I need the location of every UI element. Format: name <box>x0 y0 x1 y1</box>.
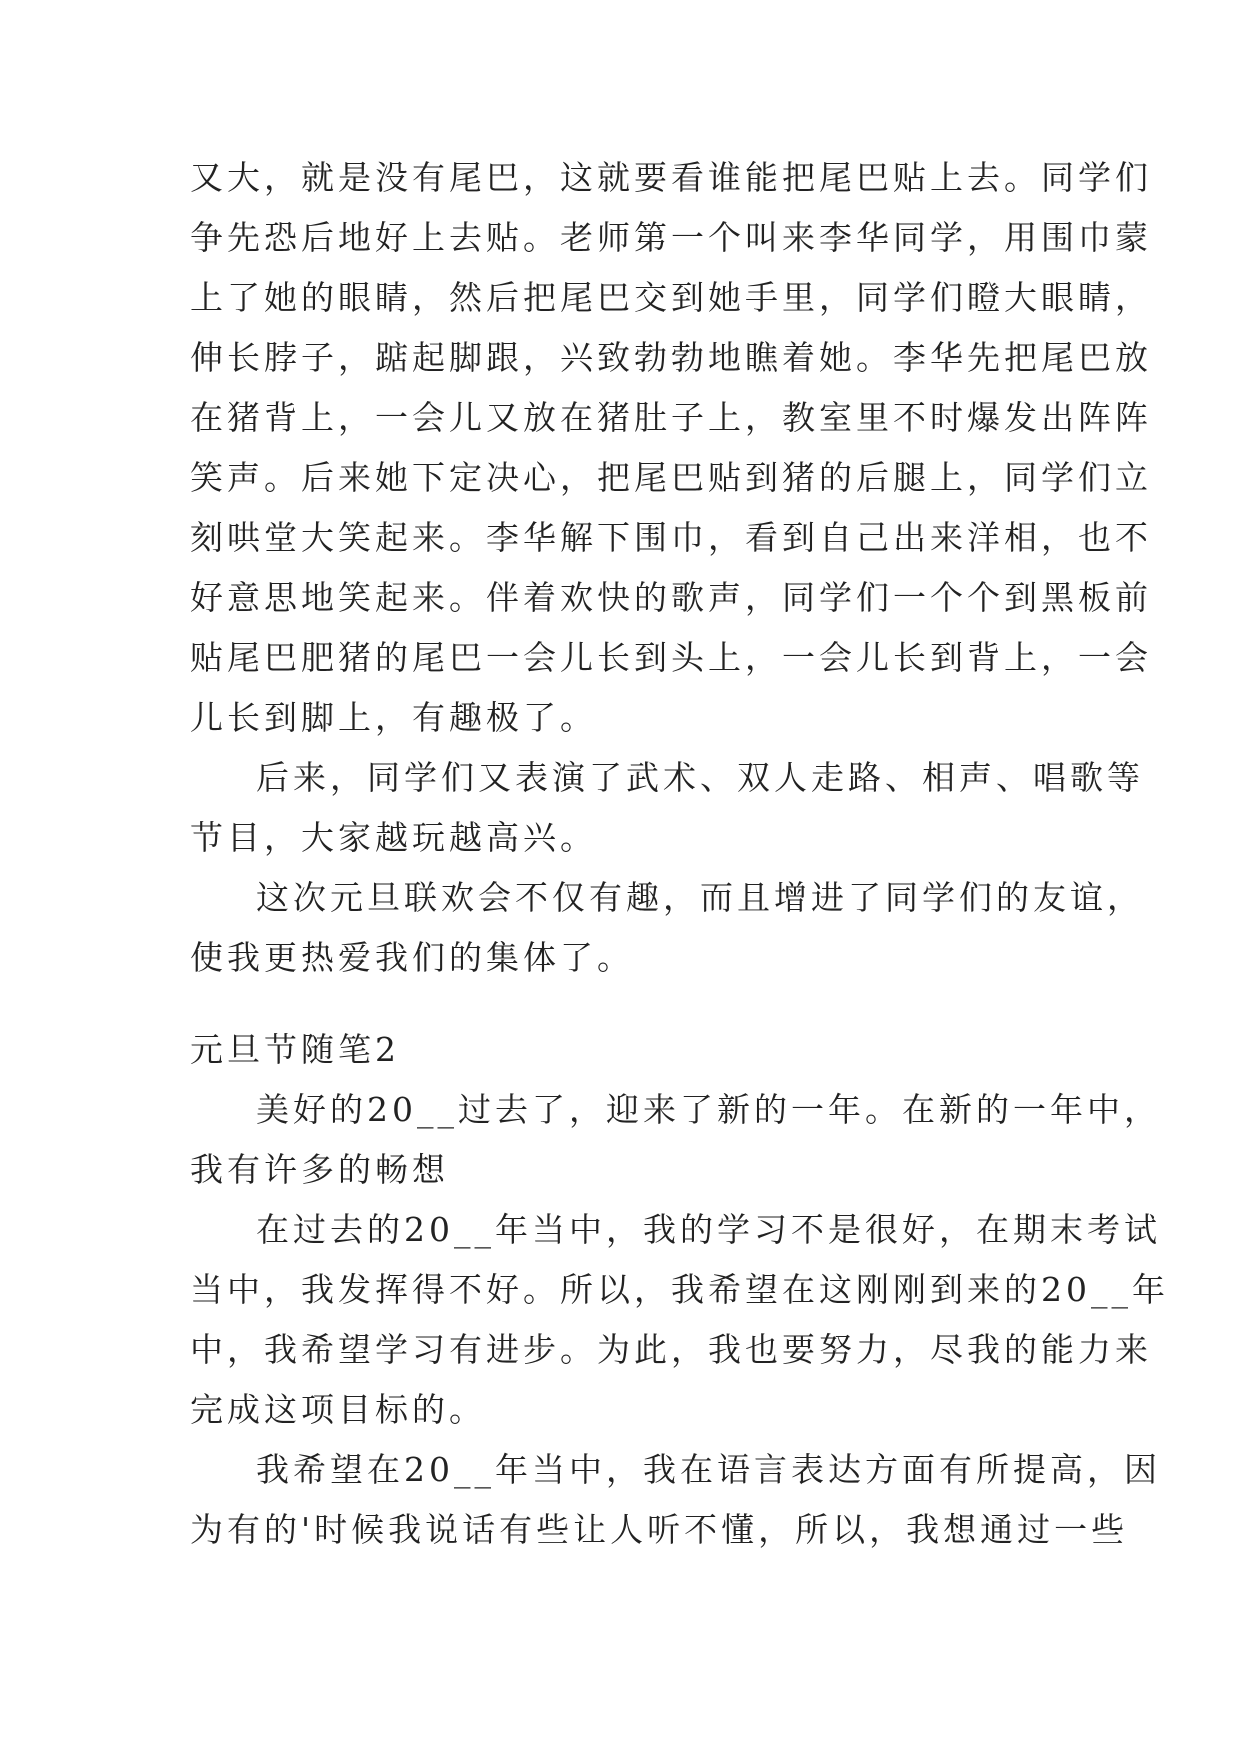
paragraph-start-line: 美好的20__过去了，迎来了新的一年。在新的一年中， <box>256 1090 1161 1129</box>
text-line: 争先恐后地好上去贴。老师第一个叫来李华同学，用围巾蒙 <box>190 218 1152 257</box>
text-line: 完成这项目标的。 <box>190 1390 486 1429</box>
paragraph-start-line: 我希望在20__年当中，我在语言表达方面有所提高，因 <box>256 1450 1161 1489</box>
text-line: 好意思地笑起来。伴着欢快的歌声，同学们一个个到黑板前 <box>190 578 1152 617</box>
text-line: 当中，我发挥得不好。所以，我希望在这刚刚到来的20__年 <box>190 1270 1169 1309</box>
text-line: 儿长到脚上，有趣极了。 <box>190 698 597 737</box>
text-line: 我有许多的畅想 <box>190 1150 449 1189</box>
text-line: 刻哄堂大笑起来。李华解下围巾，看到自己出来洋相，也不 <box>190 518 1152 557</box>
text-line: 中，我希望学习有进步。为此，我也要努力，尽我的能力来 <box>190 1330 1152 1369</box>
text-line: 又大，就是没有尾巴，这就要看谁能把尾巴贴上去。同学们 <box>190 158 1152 197</box>
text-line: 伸长脖子，踮起脚跟，兴致勃勃地瞧着她。李华先把尾巴放 <box>190 338 1152 377</box>
text-line: 上了她的眼睛，然后把尾巴交到她手里，同学们瞪大眼睛， <box>190 278 1152 317</box>
paragraph-start-line: 在过去的20__年当中，我的学习不是很好，在期末考试 <box>256 1210 1161 1249</box>
text-line: 笑声。后来她下定决心，把尾巴贴到猪的后腿上，同学们立 <box>190 458 1152 497</box>
text-line: 使我更热爱我们的集体了。 <box>190 938 634 977</box>
essay-2 <box>190 1020 1169 1560</box>
text-line: 节目，大家越玩越高兴。 <box>190 818 597 857</box>
paragraph-start-line: 后来，同学们又表演了武术、双人走路、相声、唱歌等 <box>256 758 1144 797</box>
text-line: 在猪背上，一会儿又放在猪肚子上，教室里不时爆发出阵阵 <box>190 398 1152 437</box>
text-line: 贴尾巴肥猪的尾巴一会儿长到头上，一会儿长到背上，一会 <box>190 638 1152 677</box>
paragraph-start-line: 这次元旦联欢会不仅有趣，而且增进了同学们的友谊， <box>256 878 1144 917</box>
text-line: 为有的'时候我说话有些让人听不懂，所以，我想通过一些 <box>190 1510 1129 1549</box>
section-title: 元旦节随笔2 <box>190 1030 400 1069</box>
essay-1-body <box>190 148 1152 988</box>
